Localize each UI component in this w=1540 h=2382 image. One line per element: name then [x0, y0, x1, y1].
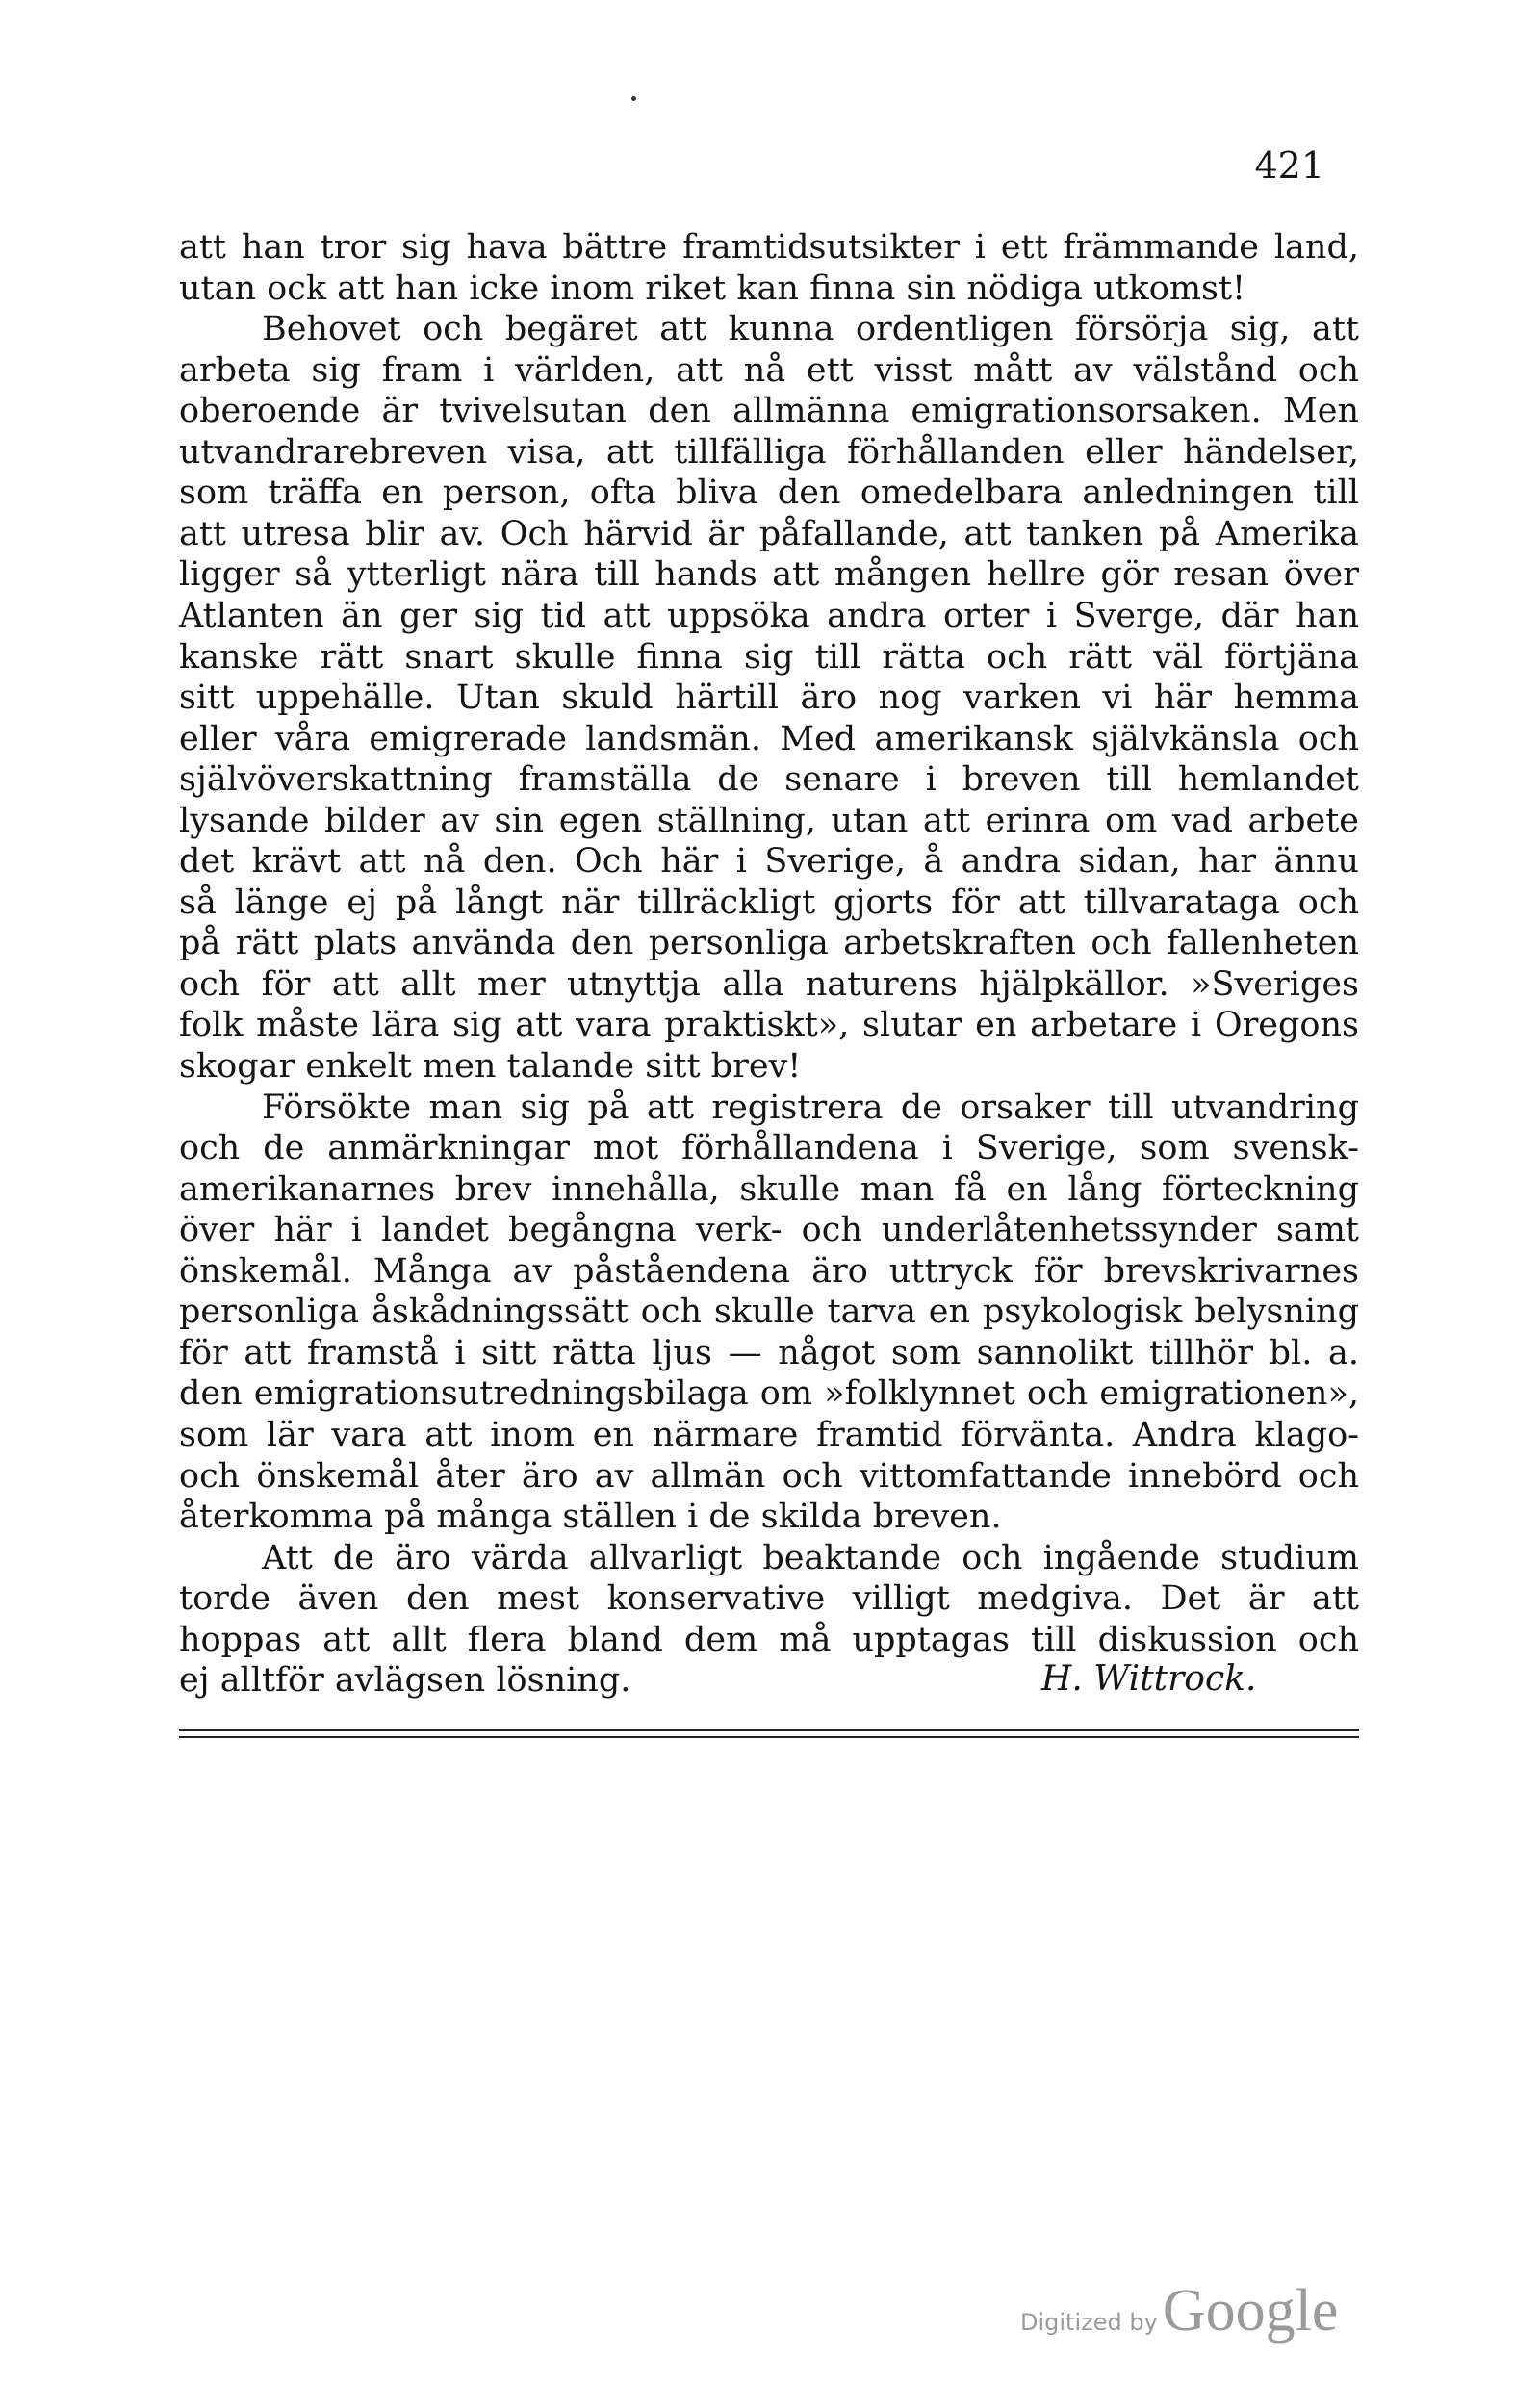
text-line: återkomma på många ställen i de skilda breven. [179, 1498, 1002, 1537]
text-line: och för att allt mer utnyttja alla naturens hjälpkällor. »Sveriges [179, 964, 1359, 1004]
divider-rule-top [179, 1729, 1359, 1731]
text-line: Behovet och begäret att kunna ordentligen försörja sig, att [262, 310, 1359, 349]
text-line: Försökte man sig på att registrera de orsaker till utvandring [262, 1088, 1359, 1127]
text-line: så länge ej på långt när tillräckligt gjorts för att tillvaratagа och [179, 883, 1359, 922]
divider-rule-bottom [179, 1736, 1359, 1738]
digitized-watermark [1020, 2277, 1338, 2345]
text-line: ej alltför avlägsen lösning. [179, 1661, 631, 1701]
text-line: över här i landet begångna verk- och underlåtenhetssynder samt [179, 1211, 1359, 1250]
text-line: personliga åskådningssätt och skulle tarva en psykologisk belysning [179, 1293, 1359, 1332]
text-line: sitt uppehälle. Utan skuld härtill äro nog varken vi här hemma [179, 679, 1359, 718]
text-line: den emigrationsutredningsbilaga om »folklynnet och emigrationen», [179, 1374, 1359, 1414]
text-line: önskemål. Många av påståendena äro uttryck för brevskrivarnes [179, 1251, 1359, 1291]
page-number: 421 [1254, 144, 1324, 187]
text-line: Att de äro värda allvarligt beaktande och ingående studium [262, 1538, 1359, 1577]
text-line: kanske rätt snart skulle finna sig till rätta och rätt väl förtjäna [179, 637, 1359, 677]
text-line: det krävt att nå den. Och här i Sverige, å andra sidan, har ännu [179, 842, 1359, 882]
text-line: självöverskattning framställa de senare i breven till hemlandet [179, 760, 1359, 800]
text-line: att utresa blir av. Och härvid är påfallande, att tanken på Amerika [179, 514, 1359, 553]
text-line: som lär vara att inom en närmare framtid förvänta. Andra klago- [179, 1415, 1359, 1454]
page-mark [631, 96, 636, 101]
text-line: folk måste lära sig att vara praktiskt», slutar en arbetare i Oregons [179, 1006, 1359, 1045]
text-line: lysande bilder av sin egen ställning, utan att erinra om vad arbete [179, 801, 1359, 840]
text-line: för att framstå i sitt rätta ljus — något som sannolikt tillhör bl. a. [179, 1333, 1359, 1372]
signature: H. Wittrock. [1041, 1659, 1257, 1699]
text-line: oberoende är tvivelsutan den allmänna emigrationsorsaken. Men [179, 392, 1359, 431]
text-line: amerikanarnes brev innehålla, skulle man få en lång förteckning [179, 1169, 1359, 1209]
text-line: skogar enkelt men talande sitt brev! [179, 1047, 802, 1086]
text-line: att han tror sig hava bättre framtidsutsikter i ett främmande land, [179, 228, 1359, 267]
text-line: arbeta sig fram i världen, att nå ett visst mått av välstånd och [179, 350, 1359, 390]
text-line: hoppas att allt flera bland dem må upptagas till diskussion och [179, 1620, 1359, 1659]
text-line: på rätt plats använda den personliga arbetskraften och fallenheten [179, 924, 1359, 963]
text-line: utan ock att han icke inom riket kan finna sin nödiga utkomst! [179, 269, 1246, 308]
text-line: och de anmärkningar mot förhållandena i Sverige, som svensk- [179, 1129, 1359, 1168]
google-logo: Google [1162, 2278, 1339, 2344]
text-line: utvandrarebreven visa, att tillfälliga förhållanden eller händelser, [179, 432, 1359, 472]
text-line: och önskemål åter äro av allmän och vittomfattande innebörd och [179, 1456, 1359, 1496]
watermark-prefix: Digitized by [1020, 2309, 1158, 2336]
text-line: Atlanten än ger sig tid att uppsöka andra orter i Sverge, där han [179, 596, 1359, 635]
text-line: eller våra emigrerade landsmän. Med amerikansk självkänsla och [179, 719, 1359, 758]
text-line: som träffa en person, ofta bliva den omedelbara anledningen till [179, 474, 1359, 513]
text-line: torde även den mest konservative villigt medgiva. Det är att [179, 1579, 1359, 1619]
text-line: ligger så ytterligt nära till hands att mången hellre gör resan över [179, 555, 1359, 595]
